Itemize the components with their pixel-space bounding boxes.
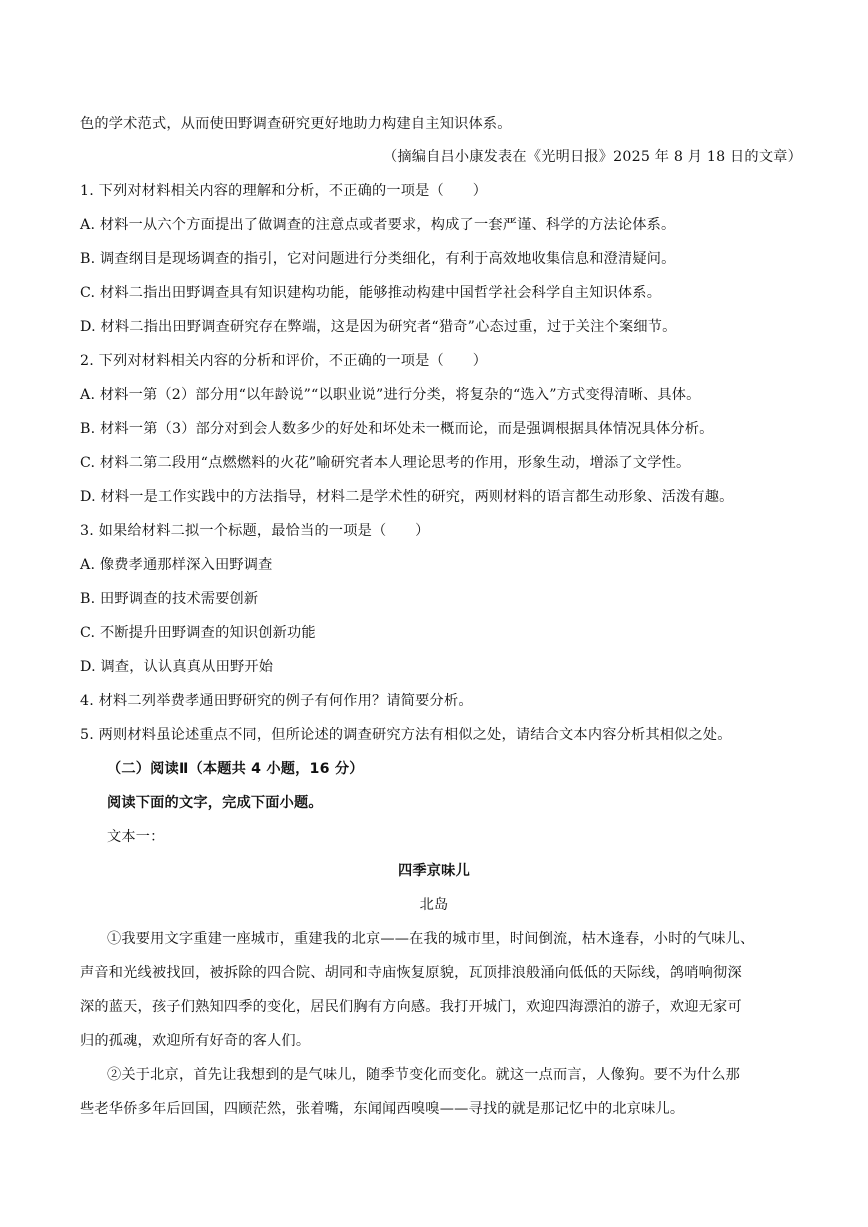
question-4: 4. 材料二列举费孝通田野研究的例子有何作用？请简要分析。 xyxy=(80,693,473,709)
question-1-option-b: B. 调查纲目是现场调查的指引，它对问题进行分类细化，有利于高效地收集信息和澄清疑问。 xyxy=(80,251,676,267)
question-5: 5. 两则材料虽论述重点不同，但所论述的调查研究方法有相似之处，请结合文本内容分析其相似之处。 xyxy=(80,727,732,743)
question-1-option-a: A. 材料一从六个方面提出了做调查的注意点或者要求，构成了一套严谨、科学的方法论体系。 xyxy=(80,217,676,233)
question-2-option-c: C. 材料二第二段用“点燃燃料的火花”喻研究者本人理论思考的作用，形象生动，增添了文学性。 xyxy=(80,455,691,471)
question-3-option-a: A. 像费孝通那样深入田野调查 xyxy=(80,557,273,573)
section-heading: （二）阅读Ⅱ（本题共 4 小题，16 分） xyxy=(107,761,364,777)
question-2-option-a: A. 材料一第（2）部分用“以年龄说”“以职业说”进行分类，将复杂的“选入”方式变得清晰、具体。 xyxy=(80,387,701,403)
source-note: （摘编自吕小康发表在《光明日报》2025 年 8 月 18 日的文章） xyxy=(382,149,802,165)
article-author: 北岛 xyxy=(419,897,449,913)
paragraph-2-line: 些老华侨多年后回国，四顾茫然，张着嘴，东闻闻西嗅嗅——寻找的就是那记忆中的北京味儿。 xyxy=(80,1101,685,1117)
question-1-option-d: D. 材料二指出田野调查研究存在弊端，这是因为研究者“猎奇”心态过重，过于关注个案细节。 xyxy=(80,319,677,335)
question-3-option-d: D. 调查，认认真真从田野开始 xyxy=(80,659,274,675)
reading-instruction: 阅读下面的文字，完成下面小题。 xyxy=(107,795,323,811)
paragraph-1-line: 深的蓝天，孩子们熟知四季的变化，居民们胸有方向感。我打开城门，欢迎四海漂泊的游子，欢迎无家可 xyxy=(80,999,742,1015)
paragraph-1-line: ①我要用文字重建一座城市，重建我的北京——在我的城市里，时间倒流，枯木逢春，小时的气味儿、 xyxy=(107,931,755,947)
question-3-stem: 3. 如果给材料二拟一个标题，最恰当的一项是（ ） xyxy=(80,523,430,539)
question-2-option-b: B. 材料一第（3）部分对到会人数多少的好处和坏处未一概而论，而是强调根据具体情况具体分析。 xyxy=(80,421,714,437)
paragraph-1-line: 归的孤魂，欢迎所有好奇的客人们。 xyxy=(80,1033,311,1049)
question-3-option-c: C. 不断提升田野调查的知识创新功能 xyxy=(80,625,316,641)
question-1-stem: 1. 下列对材料相关内容的理解和分析，不正确的一项是（ ） xyxy=(80,183,488,199)
question-2-option-d: D. 材料一是工作实践中的方法指导，材料二是学术性的研究，两则材料的语言都生动形象、活泼有趣。 xyxy=(80,489,734,505)
question-2-stem: 2. 下列对材料相关内容的分析和评价，不正确的一项是（ ） xyxy=(80,353,488,369)
paragraph-1-line: 声音和光线被找回，被拆除的四合院、胡同和寺庙恢复原貌，瓦顶排浪般涌向低低的天际线，鸽哨响彻深 xyxy=(80,965,742,981)
intro-tail-text: 色的学术范式，从而使田野调查研究更好地助力构建自主知识体系。 xyxy=(80,116,512,132)
question-1-option-c: C. 材料二指出田野调查具有知识建构功能，能够推动构建中国哲学社会科学自主知识体系。 xyxy=(80,285,662,301)
question-3-option-b: B. 田野调查的技术需要创新 xyxy=(80,591,259,607)
article-title: 四季京味儿 xyxy=(398,863,470,879)
text-label: 文本一： xyxy=(107,829,165,845)
paragraph-2-line: ②关于北京，首先让我想到的是气味儿，随季节变化而变化。就这一点而言，人像狗。要不为什么那 xyxy=(107,1067,741,1083)
